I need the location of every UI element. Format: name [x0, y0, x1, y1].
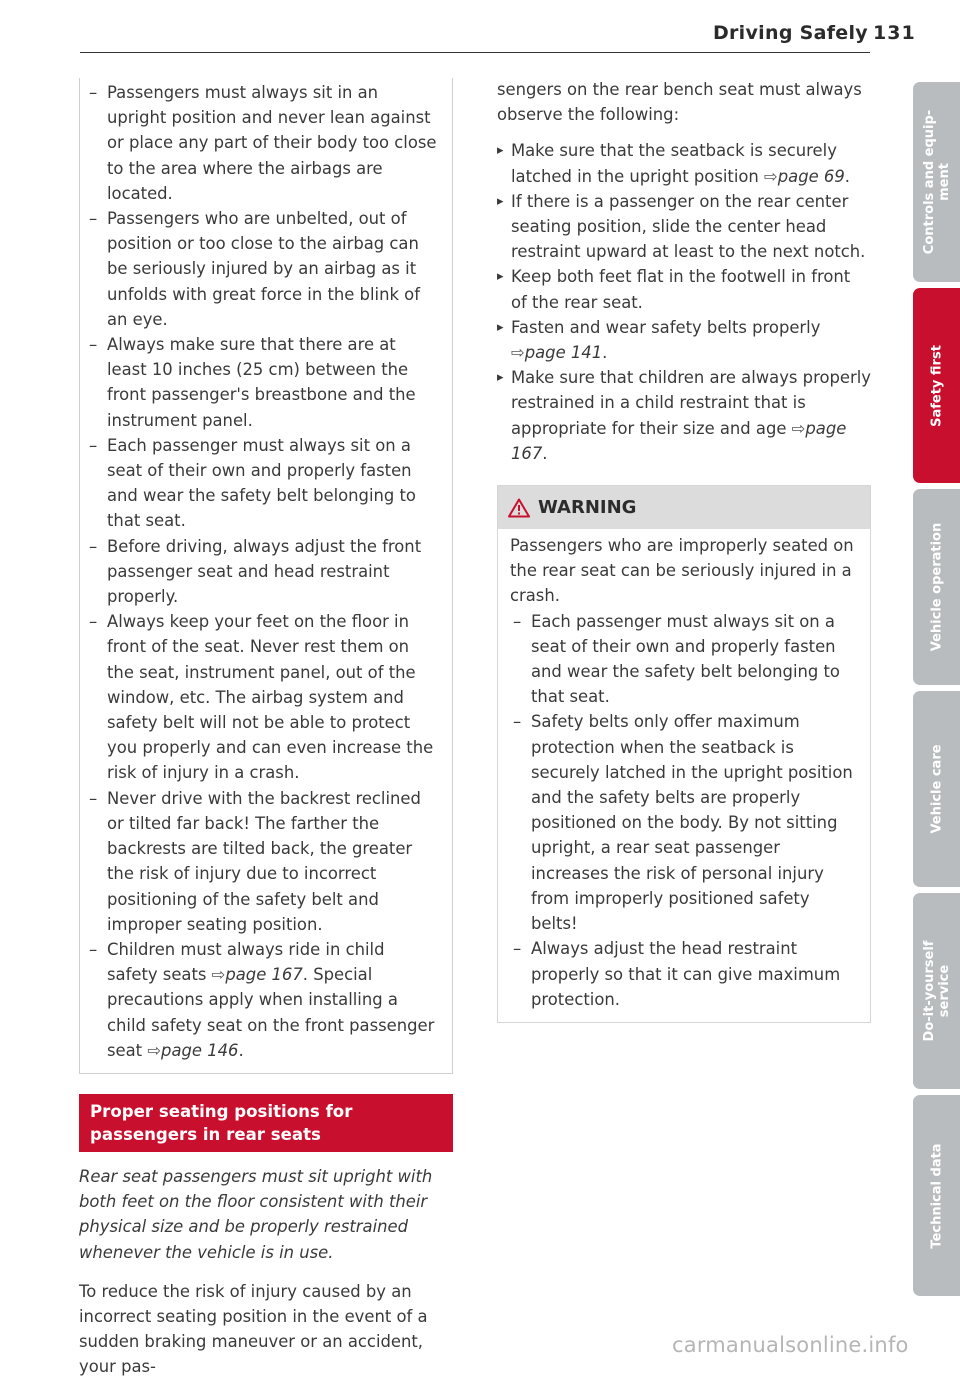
- warning-triangle-icon: [508, 498, 530, 518]
- page-reference-link[interactable]: page 167: [511, 418, 847, 463]
- section-heading: Proper seating positions for passengers in rear seats: [79, 1094, 453, 1152]
- tab-label: Technical data: [929, 1142, 944, 1249]
- list-item: – Passengers must always sit in an upright position and never lean against or place any part of their body too close to the area where the airbags are located.: [86, 80, 438, 206]
- list-item: – Always keep your feet on the floor in front of the seat. Never rest them on the seat, instrument panel, out of the window, etc. The airbag system and safety belt will not be able to protect you properly and can even increase the risk of injury in a crash.: [86, 609, 438, 785]
- step-text: .: [542, 443, 548, 463]
- item-text: .: [238, 1040, 244, 1060]
- instruction-step: [497, 365, 871, 466]
- list-item: – Each passenger must always sit on a seat of their own and properly fasten and wear the safety belt belonging to that seat.: [86, 433, 438, 534]
- arrow-right-icon: ⇨: [791, 418, 806, 438]
- tab-label: Do-it-yourself service: [921, 940, 952, 1042]
- tab-label: Safety first: [929, 344, 944, 427]
- warning-box: [497, 485, 871, 1023]
- arrow-right-icon: ⇨: [764, 166, 778, 186]
- warning-title: WARNING: [538, 496, 637, 518]
- tab-label: Vehicle operation: [929, 522, 944, 652]
- instruction-step: [497, 315, 871, 365]
- list-item: – Always make sure that there are at least 10 inches (25 cm) between the front passenger's breastbone and the instrument panel.: [86, 332, 438, 433]
- warning-intro: Passengers who are improperly seated on the rear seat can be seriously injured in a crash.: [510, 536, 854, 606]
- page-reference-link[interactable]: page 141: [524, 343, 603, 363]
- chapter-title: Driving Safely: [712, 22, 868, 44]
- instruction-step: [497, 138, 871, 188]
- tab-label: Controls and equip- ment: [921, 109, 952, 255]
- list-item: – Never drive with the backrest reclined or tilted far back! The farther the backrests are tilted back, the greater the risk of injury due to incorrect positioning of the safety belt and improper seating position.: [86, 786, 438, 937]
- tab-technical-data[interactable]: [913, 1095, 960, 1296]
- tab-vehicle-operation[interactable]: [913, 489, 960, 685]
- instruction-step: ▸ If there is a passenger on the rear center seating position, slide the center head restraint upward at least to the next notch.: [497, 189, 871, 265]
- arrow-right-icon: ⇨: [511, 343, 525, 363]
- instruction-list: [497, 138, 871, 466]
- list-item: – Passengers who are unbelted, out of position or too close to the airbag can be seriously injured by an airbag as it unfolds with great force in the blink of an eye.: [86, 206, 438, 332]
- left-column: [79, 78, 453, 1380]
- step-text: .: [844, 166, 850, 186]
- continuation-paragraph: sengers on the rear bench seat must always observe the following:: [497, 80, 862, 125]
- step-text: .: [602, 343, 608, 363]
- step-text: Make sure that children are always properly restrained in a child restraint that is appropriate for their size and age: [511, 368, 871, 438]
- list-item: [86, 937, 438, 1063]
- warning-continuation-box: [79, 78, 453, 1074]
- warning-header: [498, 486, 870, 529]
- body-paragraph: To reduce the risk of injury caused by an incorrect seating position in the event of a sudden braking maneuver or an accident, your pas-: [79, 1281, 428, 1377]
- list-item: – Safety belts only offer maximum protection when the seatback is securely latched in the upright position and the safety belts are properly positioned on the body. By not sitting upright, a rear seat passenger increases the risk of personal injury from improperly positioned safety belts!: [510, 709, 858, 936]
- step-text: Make sure that the seatback is securely latched in the upright position: [511, 141, 837, 186]
- tab-controls-and-equipment[interactable]: [913, 82, 960, 282]
- list-item: – Always adjust the head restraint properly so that it can give maximum protection.: [510, 936, 858, 1012]
- arrow-right-icon: ⇨: [211, 965, 226, 985]
- warning-body: [498, 529, 870, 1022]
- watermark: carmanualsonline.info: [672, 1333, 909, 1357]
- tab-vehicle-care[interactable]: [913, 691, 960, 887]
- list-item: – Before driving, always adjust the front passenger seat and head restraint properly.: [86, 534, 438, 610]
- warning-continuation-list: [86, 80, 438, 1063]
- step-text: Fasten and wear safety belts properly: [511, 317, 821, 337]
- tab-label: Vehicle care: [929, 744, 944, 834]
- tab-safety-first[interactable]: [913, 288, 960, 483]
- page-number: 131: [873, 22, 916, 44]
- right-column: [497, 77, 871, 1023]
- page-reference-link[interactable]: page 69: [777, 166, 845, 186]
- item-text: . Special precautions apply when installing a child safety seat on the front passenger seat: [107, 965, 435, 1060]
- warning-list: [510, 609, 858, 1012]
- arrow-right-icon: ⇨: [147, 1040, 162, 1060]
- section-intro: Rear seat passengers must sit upright with both feet on the floor consistent with their physical size and be properly restrained whenever the vehicle is in use.: [79, 1166, 433, 1262]
- item-text: Children must always ride in child safety seats: [107, 939, 385, 985]
- tab-do-it-yourself-service[interactable]: [913, 893, 960, 1089]
- page-reference-link[interactable]: page 167: [225, 965, 303, 985]
- instruction-step: ▸ Keep both feet flat in the footwell in front of the rear seat.: [497, 264, 871, 314]
- list-item: – Each passenger must always sit on a seat of their own and properly fasten and wear the safety belt belonging to that seat.: [510, 609, 858, 710]
- page-reference-link[interactable]: page 146: [161, 1040, 239, 1060]
- header-divider: [80, 52, 870, 53]
